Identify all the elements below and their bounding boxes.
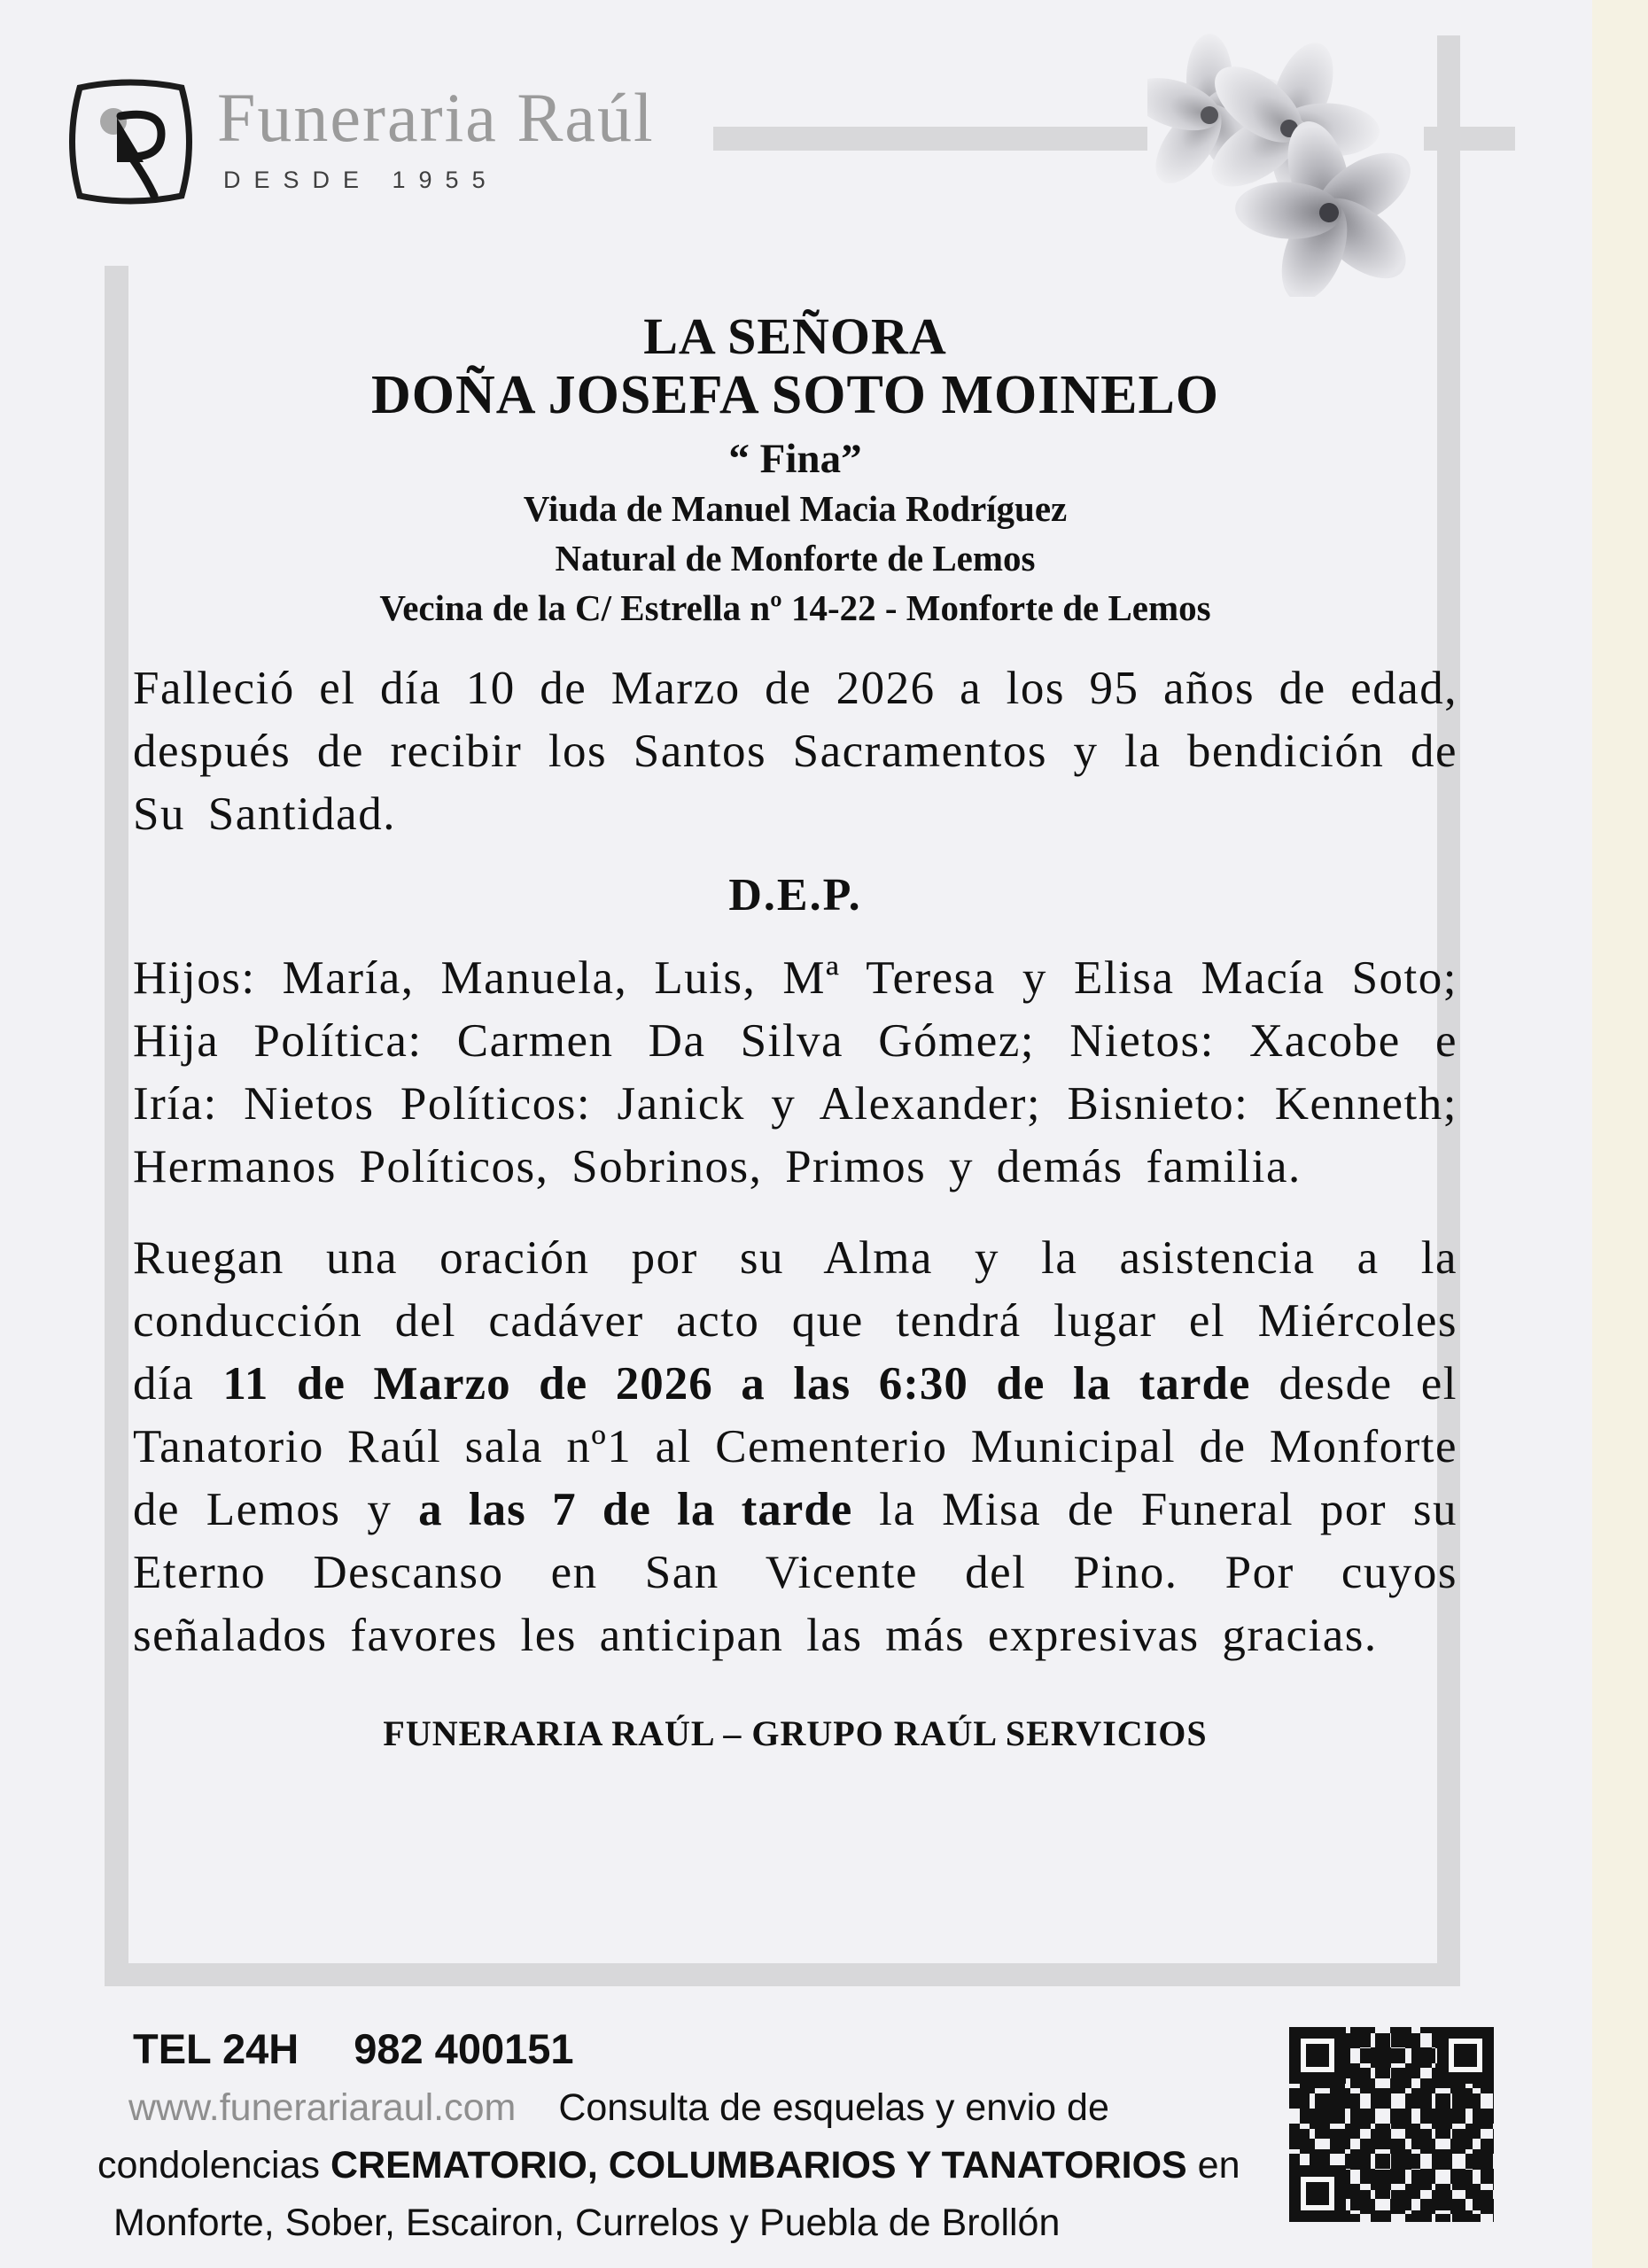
bottom-horizontal-rule [105,1963,1460,1986]
phone-label: TEL 24H [133,2025,299,2072]
company-line: FUNERARIA RAÚL – GRUPO RAÚL SERVICIOS [383,1713,1208,1753]
masthead [53,53,851,230]
qr-finder-top-right [1437,2027,1494,2084]
deceased-name: DOÑA JOSEFA SOTO MOINELO [370,365,1220,425]
brand-name: Funeraria Raúl [217,79,655,156]
left-vertical-rule [105,266,128,1986]
subtitle-native-of: Natural de Monforte de Lemos [555,538,1036,579]
deceased-nickname: “ Fina” [728,436,862,482]
services-post: en [1186,2144,1240,2186]
qr-finder-top-left [1289,2027,1346,2084]
website-line [128,2086,1109,2130]
website-line-text: Consulta de esquelas y envio de [558,2086,1109,2129]
locations-line: Monforte, Sober, Escairon, Currelos y Puebla de Brollón [113,2202,1061,2244]
services-pre: condolencias [97,2144,330,2186]
mass-time-bold: a las 7 de la tarde [418,1484,853,1535]
paragraph-family: Hijos: María, Manuela, Luis, Mª Teresa y Elisa Macía Soto; Hija Política: Carmen Da Silva Gómez; Nietos: Xacobe e Iría: Nietos Políticos: Janick y Alexander; Bisnieto: Kenneth; Hermanos Políticos, Sobrinos, Primos y demás familia. [133,952,1458,1192]
funeraria-raul-logo-icon [62,75,199,208]
subtitle-resident-of: Vecina de la C/ Estrella nº 14-22 - Monforte de Lemos [379,587,1211,628]
plumeria-flowers-image [1147,31,1424,297]
website-url: www.funerariaraul.com [128,2086,517,2129]
services-line [97,2144,1240,2187]
subtitle-widow-of: Viuda de Manuel Macia Rodríguez [523,488,1068,529]
funeral-text-2: desde el Tanatorio Raúl sala nº1 al Cementerio Municipal de Monforte de Lemos y [133,1358,1458,1535]
title-honorific: LA SEÑORA [643,307,947,365]
funeral-text-1: Ruegan una oración por su Alma y la asistencia a la conducción del cadáver acto que tendrá lugar el Miércoles día [133,1232,1458,1410]
funeral-text-3: la Misa de Funeral por su Eterno Descanso en San Vicente del Pino. Por cuyos señalados favores les anticipan las más expresivas gracias. [133,1484,1458,1661]
paragraph-death-announcement: Falleció el día 10 de Marzo de 2026 a los 95 años de edad, después de recibir los Santos Sacramentos y la bendición de Su Santidad. [133,663,1458,840]
qr-finder-bottom-left [1289,2165,1346,2222]
qr-code [1289,2027,1494,2222]
services-bold: CREMATORIO, COLUMBARIOS Y TANATORIOS [330,2144,1187,2186]
dep-abbreviation: D.E.P. [728,870,862,920]
phone-number: 982 400151 [354,2025,574,2072]
paragraph-funeral-details [133,1227,1458,1667]
brand-since: DESDE 1955 [223,167,499,193]
phone-line [133,2024,574,2073]
funeral-datetime-bold: 11 de Marzo de 2026 a las 6:30 de la tarde [222,1358,1251,1410]
obituary-body [133,308,1458,1754]
